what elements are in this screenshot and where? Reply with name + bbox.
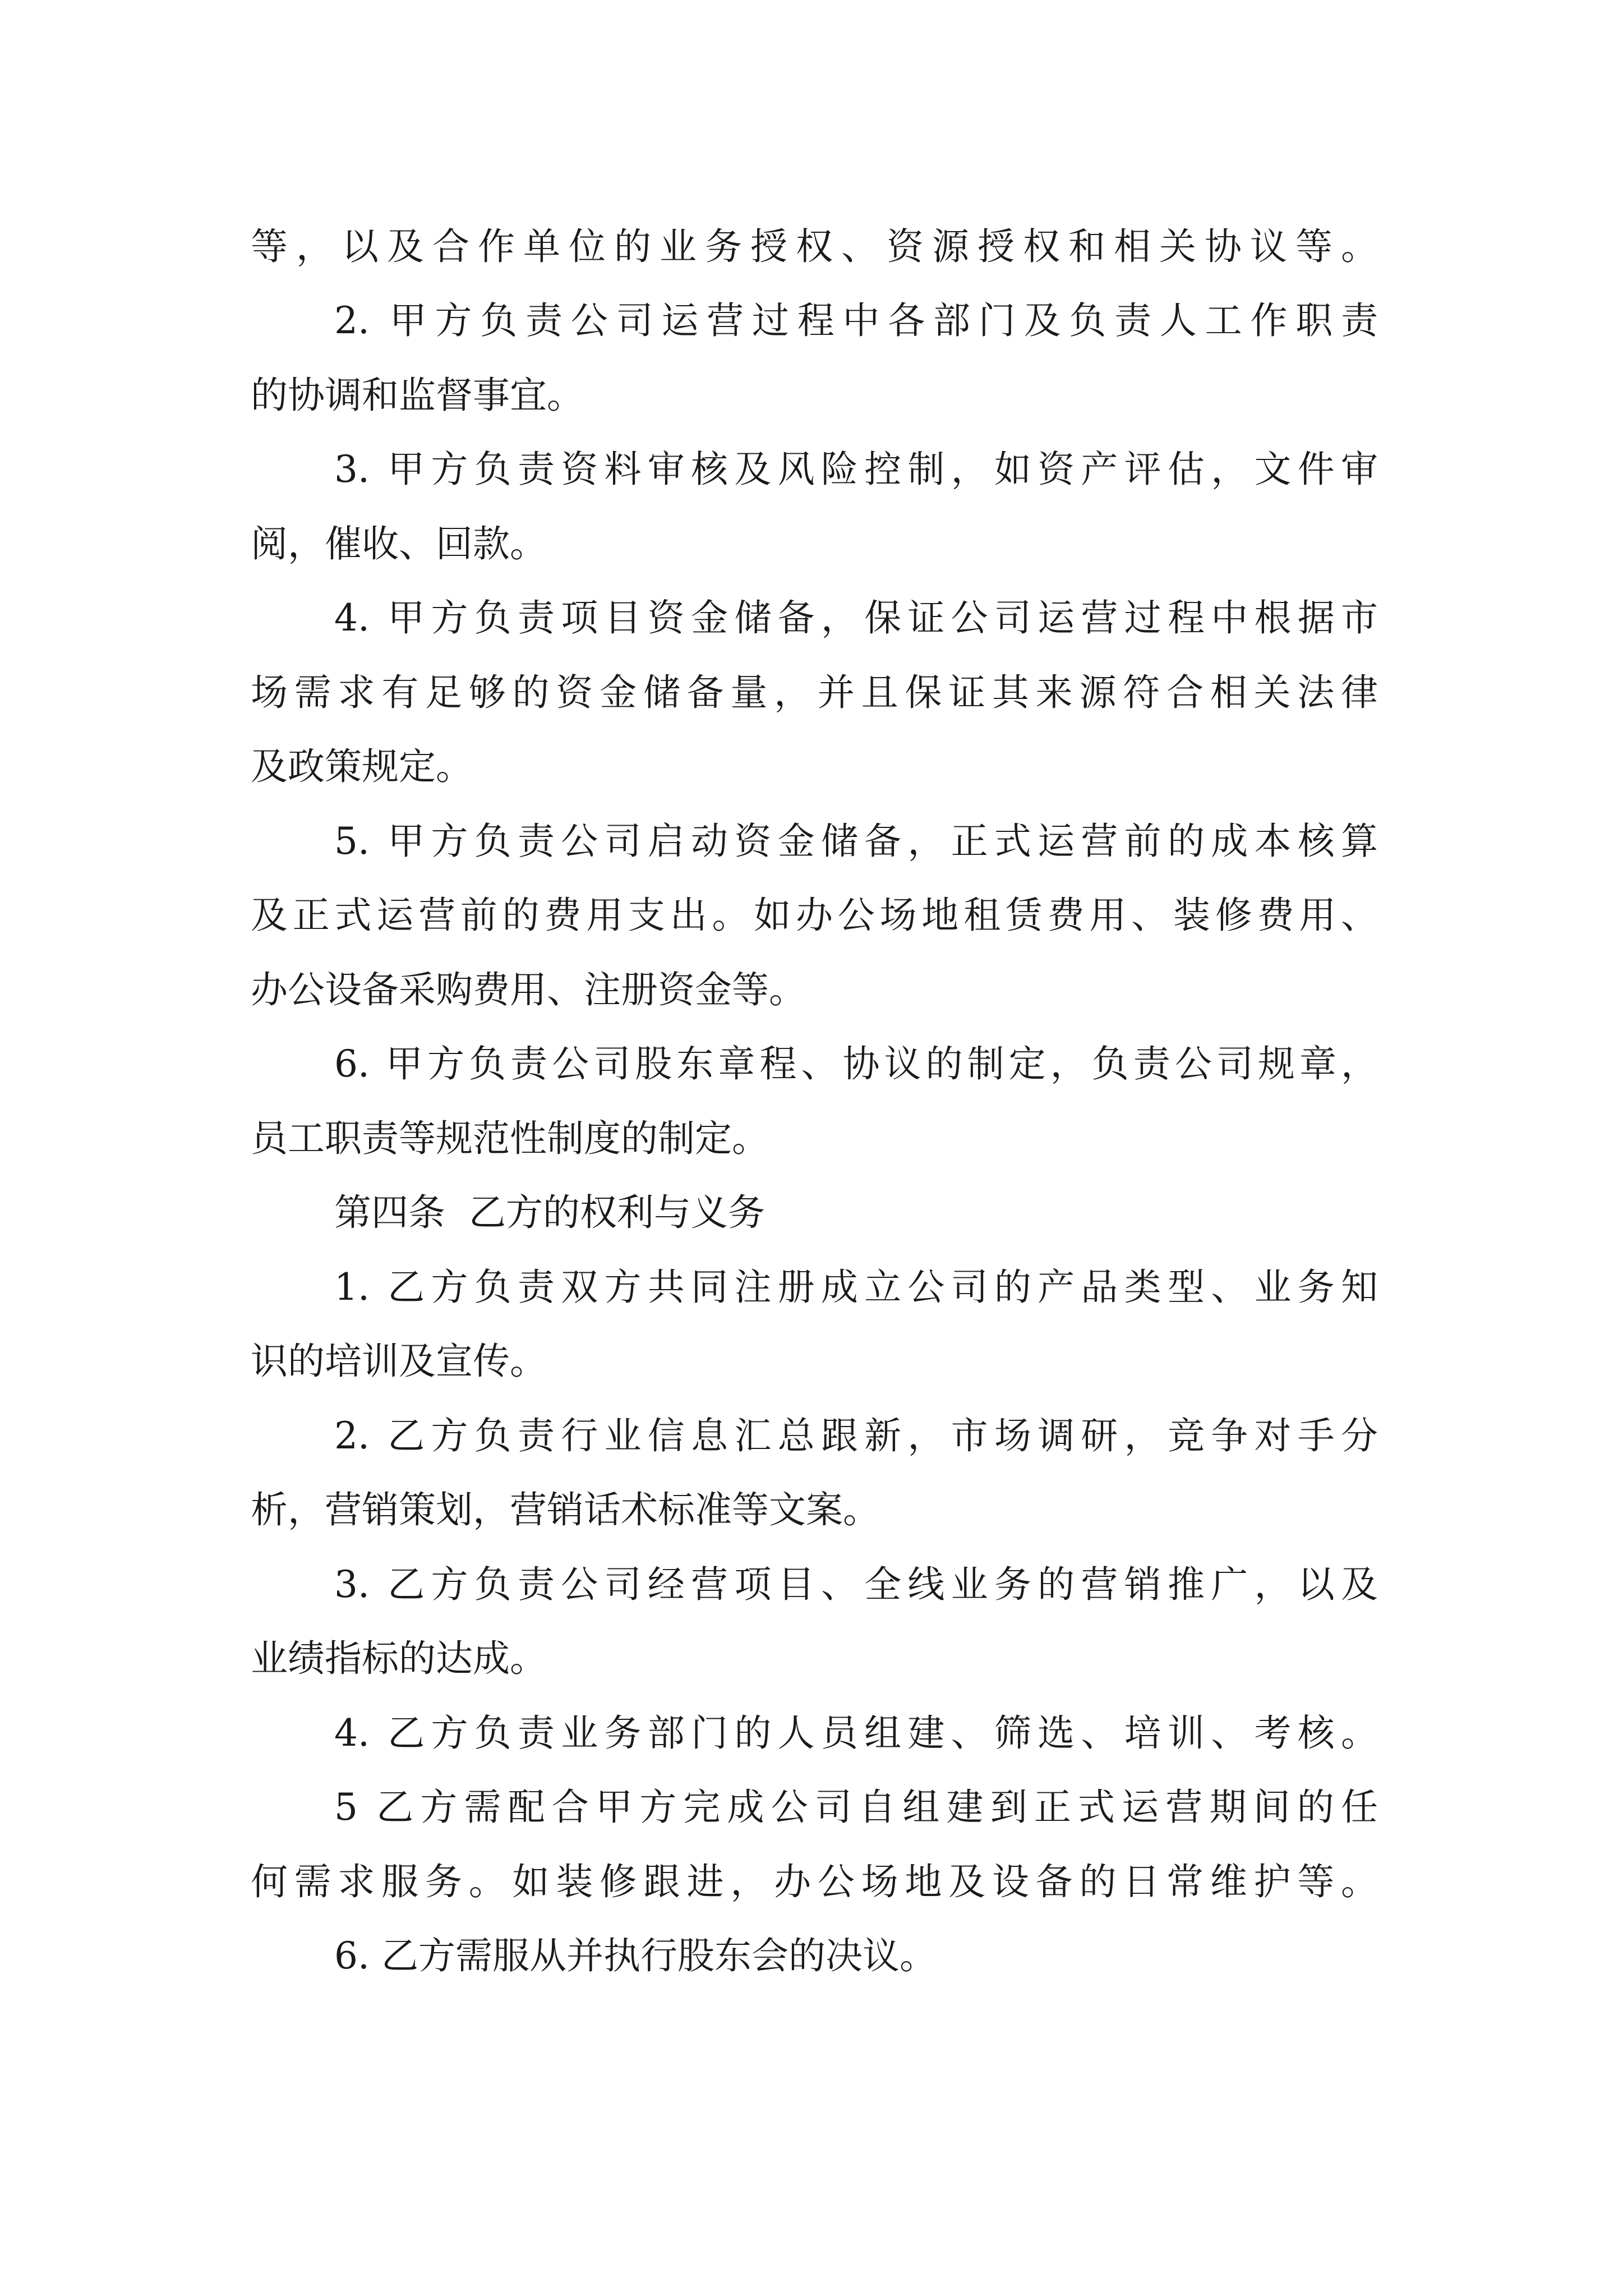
paragraph-line: 阅，催收、回款。	[251, 522, 547, 565]
paragraph-line: 析，营销策划，营销话术标准等文案。	[251, 1488, 880, 1531]
paragraph-line: 及政策规定。	[251, 745, 473, 788]
paragraph-line: 2. 乙方负责行业信息汇总跟新，市场调研，竞争对手分	[334, 1414, 1378, 1457]
section-heading: 第四条 乙方的权利与义务	[334, 1191, 765, 1234]
paragraph-line: 识的培训及宣传。	[251, 1340, 547, 1383]
paragraph-line: 场需求有足够的资金储备量，并且保证其来源符合相关法律	[251, 671, 1378, 714]
paragraph-line: 2. 甲方负责公司运营过程中各部门及负责人工作职责	[334, 299, 1378, 342]
paragraph-line: 及正式运营前的费用支出。如办公场地租赁费用、装修费用、	[251, 894, 1378, 937]
paragraph-line: 6. 乙方需服从并执行股东会的决议。	[334, 1934, 937, 1977]
paragraph-line: 员工职责等规范性制度的制定。	[251, 1117, 769, 1160]
paragraph-line: 3. 乙方负责公司经营项目、全线业务的营销推广，以及	[334, 1563, 1378, 1606]
paragraph-line: 3. 甲方负责资料审核及风险控制，如资产评估，文件审	[334, 448, 1378, 491]
paragraph-line: 的协调和监督事宜。	[251, 374, 584, 417]
paragraph-line: 办公设备采购费用、注册资金等。	[251, 968, 806, 1011]
paragraph-line: 4. 甲方负责项目资金储备，保证公司运营过程中根据市	[334, 596, 1378, 639]
paragraph-line: 5 乙方需配合甲方完成公司自组建到正式运营期间的任	[334, 1786, 1378, 1829]
paragraph-line: 5. 甲方负责公司启动资金储备，正式运营前的成本核算	[334, 820, 1378, 863]
paragraph-line: 4. 乙方负责业务部门的人员组建、筛选、培训、考核。	[334, 1711, 1378, 1755]
paragraph-line: 1. 乙方负责双方共同注册成立公司的产品类型、业务知	[334, 1266, 1378, 1309]
paragraph-line: 何需求服务。如装修跟进，办公场地及设备的日常维护等。	[251, 1860, 1378, 1903]
paragraph-line: 等，以及合作单位的业务授权、资源授权和相关协议等。	[251, 225, 1378, 268]
paragraph-line: 6. 甲方负责公司股东章程、协议的制定，负责公司规章，	[334, 1042, 1378, 1085]
paragraph-line: 业绩指标的达成。	[251, 1637, 547, 1680]
